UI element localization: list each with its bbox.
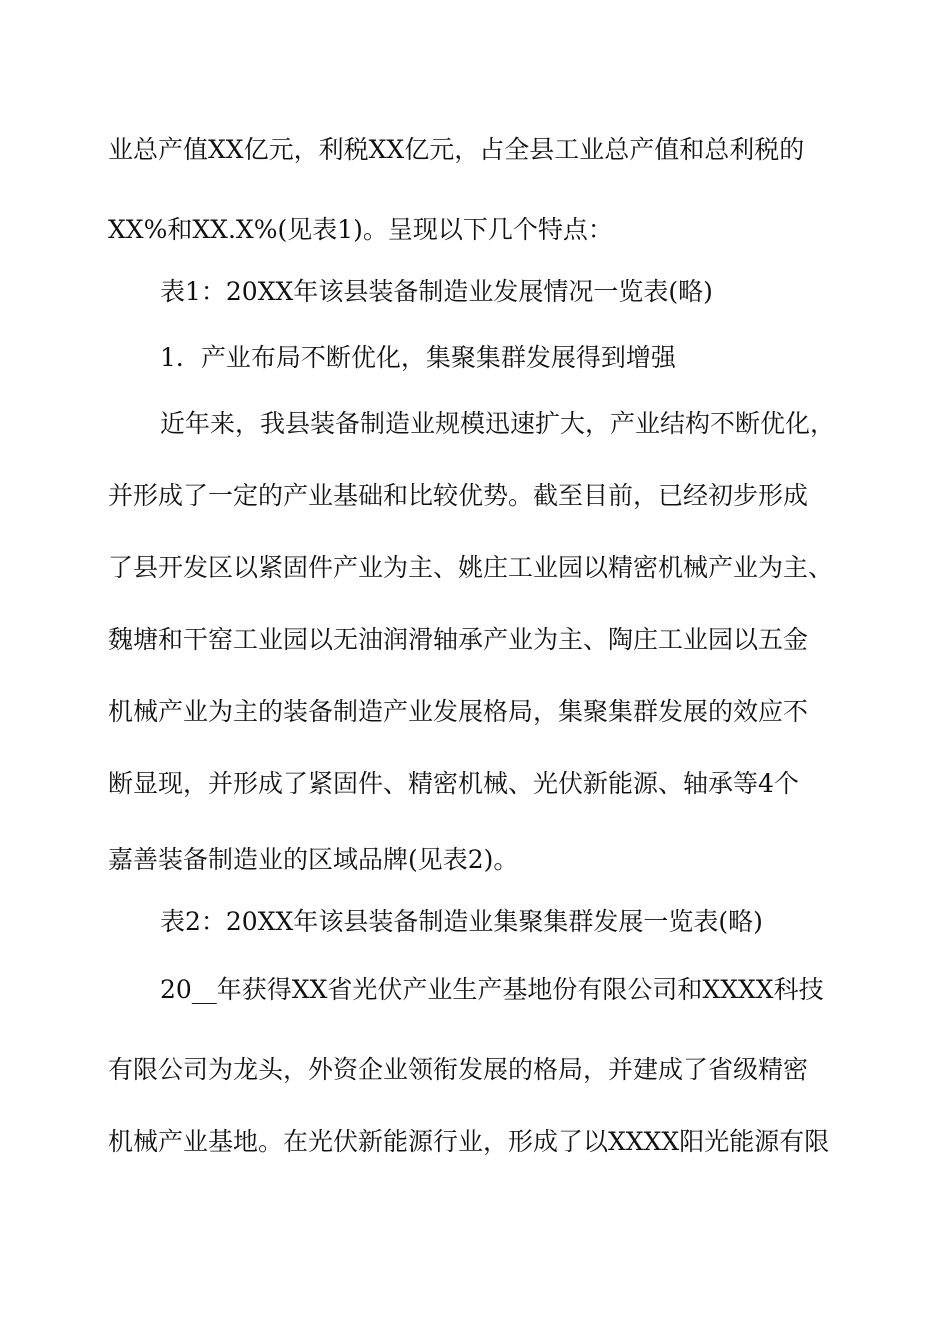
text-line: 近年来，我县装备制造业规模迅速扩大，产业结构不断优化， (160, 409, 836, 438)
table-caption: 表1：20XX年该县装备制造业发展情况一览表(略) (160, 277, 713, 306)
text-line: 了县开发区以紧固件产业为主、姚庄工业园以精密机械产业为主、 (108, 553, 834, 582)
text-line: 嘉善装备制造业的区域品牌(见表2)。 (108, 845, 519, 874)
text-line: 有限公司为龙头，外资企业领衔发展的格局，并建成了省级精密 (108, 1055, 809, 1084)
text-line: 20__年获得XX省光伏产业生产基地份有限公司和XXXX科技 (160, 975, 824, 1004)
text-line: 魏塘和干窑工业园以无油润滑轴承产业为主、陶庄工业园以五金 (108, 625, 809, 654)
text-line: 机械产业为主的装备制造产业发展格局，集聚集群发展的效应不 (108, 697, 809, 726)
text-line: 机械产业基地。在光伏新能源行业，形成了以XXXX阳光能源有限 (108, 1127, 830, 1156)
text-line: 断显现，并形成了紧固件、精密机械、光伏新能源、轴承等4个 (108, 769, 799, 798)
text-line: 并形成了一定的产业基础和比较优势。截至目前，已经初步形成 (108, 481, 809, 510)
text-line: 业总产值XX亿元，利税XX亿元，占全县工业总产值和总利税的 (108, 135, 805, 164)
text-line: XX%和XX.X%(见表1)。呈现以下几个特点： (108, 215, 613, 244)
section-heading: 1．产业布局不断优化，集聚集群发展得到增强 (160, 343, 676, 372)
table-caption: 表2：20XX年该县装备制造业集聚集群发展一览表(略) (160, 907, 763, 936)
